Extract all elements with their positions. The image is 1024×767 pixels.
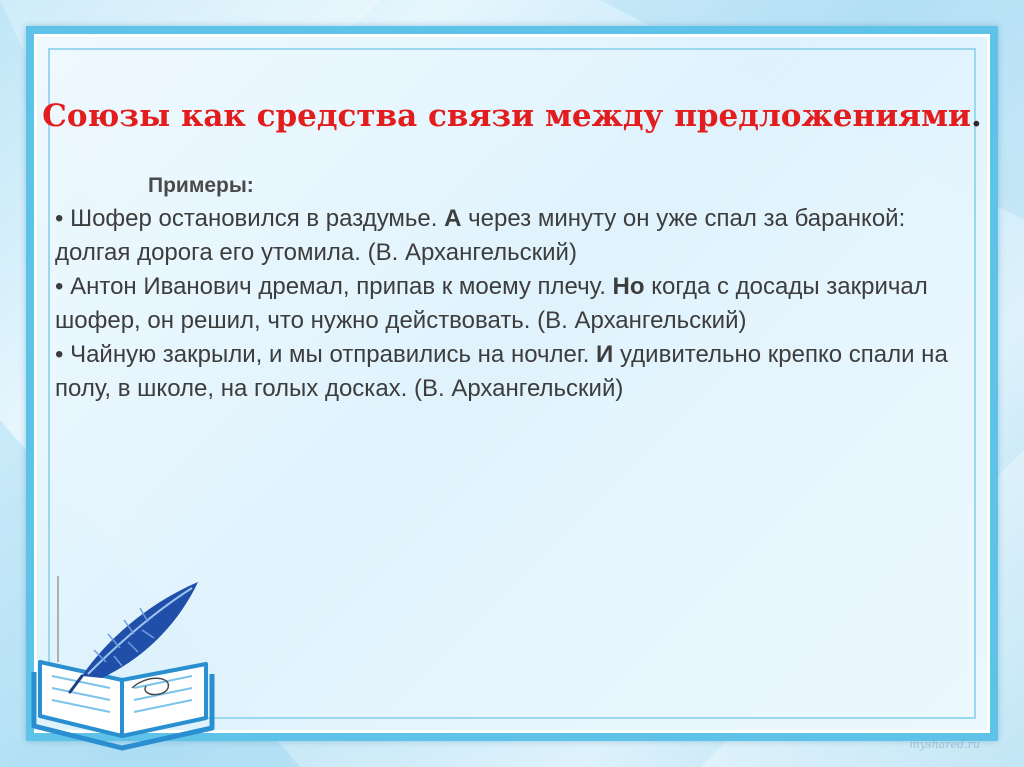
- bullet: •: [55, 205, 71, 232]
- example-text: Шофер остановился в раздумье.: [70, 205, 445, 232]
- title-period: .: [971, 98, 982, 134]
- bullet: •: [55, 273, 71, 300]
- examples-list: [55, 202, 985, 406]
- example-text: когда с досады закричал шофер, он решил, что нужно действовать. (В. Архангельский): [55, 273, 928, 334]
- example-text: через минуту он уже спал за баранкой: долгая дорога его утомила. (В. Архангельский): [55, 205, 906, 266]
- conjunction: Но: [612, 273, 645, 300]
- examples-heading: Примеры:: [148, 174, 254, 197]
- example-item: [55, 202, 985, 270]
- conjunction: А: [444, 205, 462, 232]
- watermark: myshared.ru: [909, 738, 980, 751]
- title-text: Союзы как средства связи между предложениями: [42, 98, 972, 134]
- quill-and-book-icon: [22, 576, 222, 756]
- example-item: [55, 338, 985, 406]
- example-text: Антон Иванович дремал, припав к моему плечу.: [70, 273, 613, 300]
- example-text: удивительно крепко спали на полу, в школе, на голых досках. (В. Архангельский): [55, 341, 948, 402]
- example-item: [55, 270, 985, 338]
- bullet: •: [55, 341, 71, 368]
- conjunction: И: [596, 341, 614, 368]
- slide-title: [0, 98, 1024, 134]
- example-text: Чайную закрыли, и мы отправились на ночлег.: [70, 341, 597, 368]
